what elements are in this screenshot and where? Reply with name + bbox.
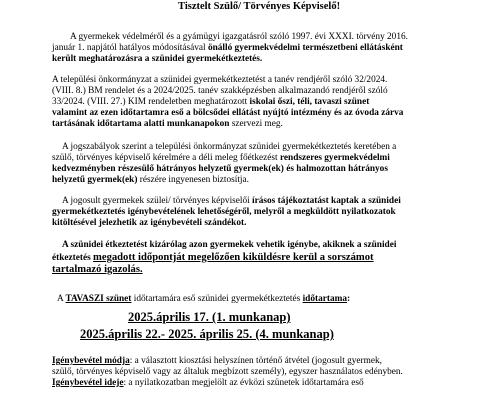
igenybevetel-modja-label: Igénybevétel módja (52, 356, 130, 366)
bold-span: helyzetű gyermek(ek) (52, 175, 138, 185)
text-span: időtartamára eső szünidei gyermekétkeztetés (131, 294, 303, 304)
bold-span: iskolai őszi, téli, tavaszi szünet (249, 97, 370, 107)
paragraph-4-line-1 (62, 196, 401, 207)
colon-span: : (347, 294, 351, 304)
text-span: január 1. napjától hatályos módosításával (52, 43, 208, 53)
paragraph-1-line-3: került meghatározásra a szünidei gyermekétkeztetés. (52, 54, 263, 64)
paragraph-5-line-2 (52, 252, 374, 264)
paragraph-1-line-2 (52, 43, 403, 54)
igenybevetel-ideje-label: Igénybevétel ideje (52, 378, 124, 388)
bold-span: rendszeres gyermekvédelmi (279, 153, 390, 163)
paragraph-2-line-4: valamint az ezen időtartamra eső a bölcsődei ellátást nyújtó intézmény és az óvoda zárva (52, 108, 404, 118)
bold-span: önálló gyermekvédelmi természetbeni ellátásként (207, 43, 403, 53)
tavaszi-szunet-span: TAVASZI szünet (65, 294, 132, 304)
paragraph-3-line-2 (52, 153, 390, 164)
page-title: Tisztelt Szülő/ Törvényes Képviselő! (178, 1, 341, 12)
paragraph-4-line-2: gyermekétkeztetés igénybevételének lehetőségéről, melyről a megküldött nyilatkozatok (52, 207, 396, 217)
bold-span: írásos tájékoztatást kaptak a szünidei (252, 196, 401, 206)
paragraph-1-line-1: A gyermekek védelméről és a gyámügyi igazgatásról szóló 1997. évi XXXI. törvény 2016. (70, 32, 408, 42)
paragraph-5-line-3: tartalmazó igazolás. (52, 264, 143, 275)
bold-span: étkeztetés (52, 253, 94, 263)
paragraph-2-line-1: A települési önkormányzat a szünidei gyermekétkeztetést a tanév rendjéről szóló 32/2024. (52, 75, 388, 85)
text-span: : a nyilatkozatban megjelölt az évközi szünetek időtartamára eső (123, 378, 364, 388)
text-span: A (57, 294, 66, 304)
bold-span: tartásának időtartama alatti munkanapokon (52, 119, 230, 129)
paragraph-7-line-2: szülő, törvényes képviselő vagy az általuk megbízott személy), egyszer használatos edényben. (52, 367, 403, 377)
paragraph-4-line-3: kitöltésével jelezhetik az igénybevételi szándékot. (52, 218, 247, 228)
paragraph-3-line-4 (52, 175, 249, 186)
text-span: részére ingyenesen biztosítja. (137, 175, 249, 185)
paragraph-6-line (57, 294, 350, 305)
paragraph-3-line-3: kedvezményben részesülő hátrányos helyzetű gyermek(ek) és halmozottan hátrányos (52, 164, 388, 174)
paragraph-2-line-5 (52, 119, 283, 130)
paragraph-2-line-2: (VIII. 8.) BM rendelet és a 2024/2025. tanév szakképzésben alkalmazandó rendjéről szóló (52, 86, 388, 96)
text-span: 33/2024. (VIII. 27.) KIM rendeletben meghatározott (52, 97, 250, 107)
paragraph-2-line-3 (52, 97, 369, 108)
date-line-2: 2025.április 22.- 2025. április 25. (4. munkanap) (80, 327, 334, 341)
idotartama-span: időtartama (302, 294, 347, 304)
paragraph-7-line-3 (52, 378, 364, 389)
paragraph-7-line-1 (52, 356, 382, 367)
paragraph-5-line-1: A szünidei étkeztetést kizárólag azon gyermekek vehetik igénybe, akiknek a szünidei (62, 240, 397, 250)
date-line-1: 2025.április 17. (1. munkanap) (128, 310, 291, 324)
paragraph-3-line-1: A jogszabályok szerint a települési önkormányzat szünidei gyermekétkeztetés keretében a (62, 142, 397, 152)
text-span: szülő, törvényes képviselő kérelmére a déli meleg főétkezést (52, 153, 280, 163)
text-span: szervezi meg. (229, 119, 283, 129)
text-span: A jogosult gyermekek szülei/ törvényes képviselői (62, 196, 253, 206)
text-span: : a választott kiosztási helyszínen történő átvétel (jogosult gyermek, (129, 356, 382, 366)
underlined-bold-span: megadott időpontját megelőzően kiküldésre kerül a sorszámot (93, 252, 374, 263)
